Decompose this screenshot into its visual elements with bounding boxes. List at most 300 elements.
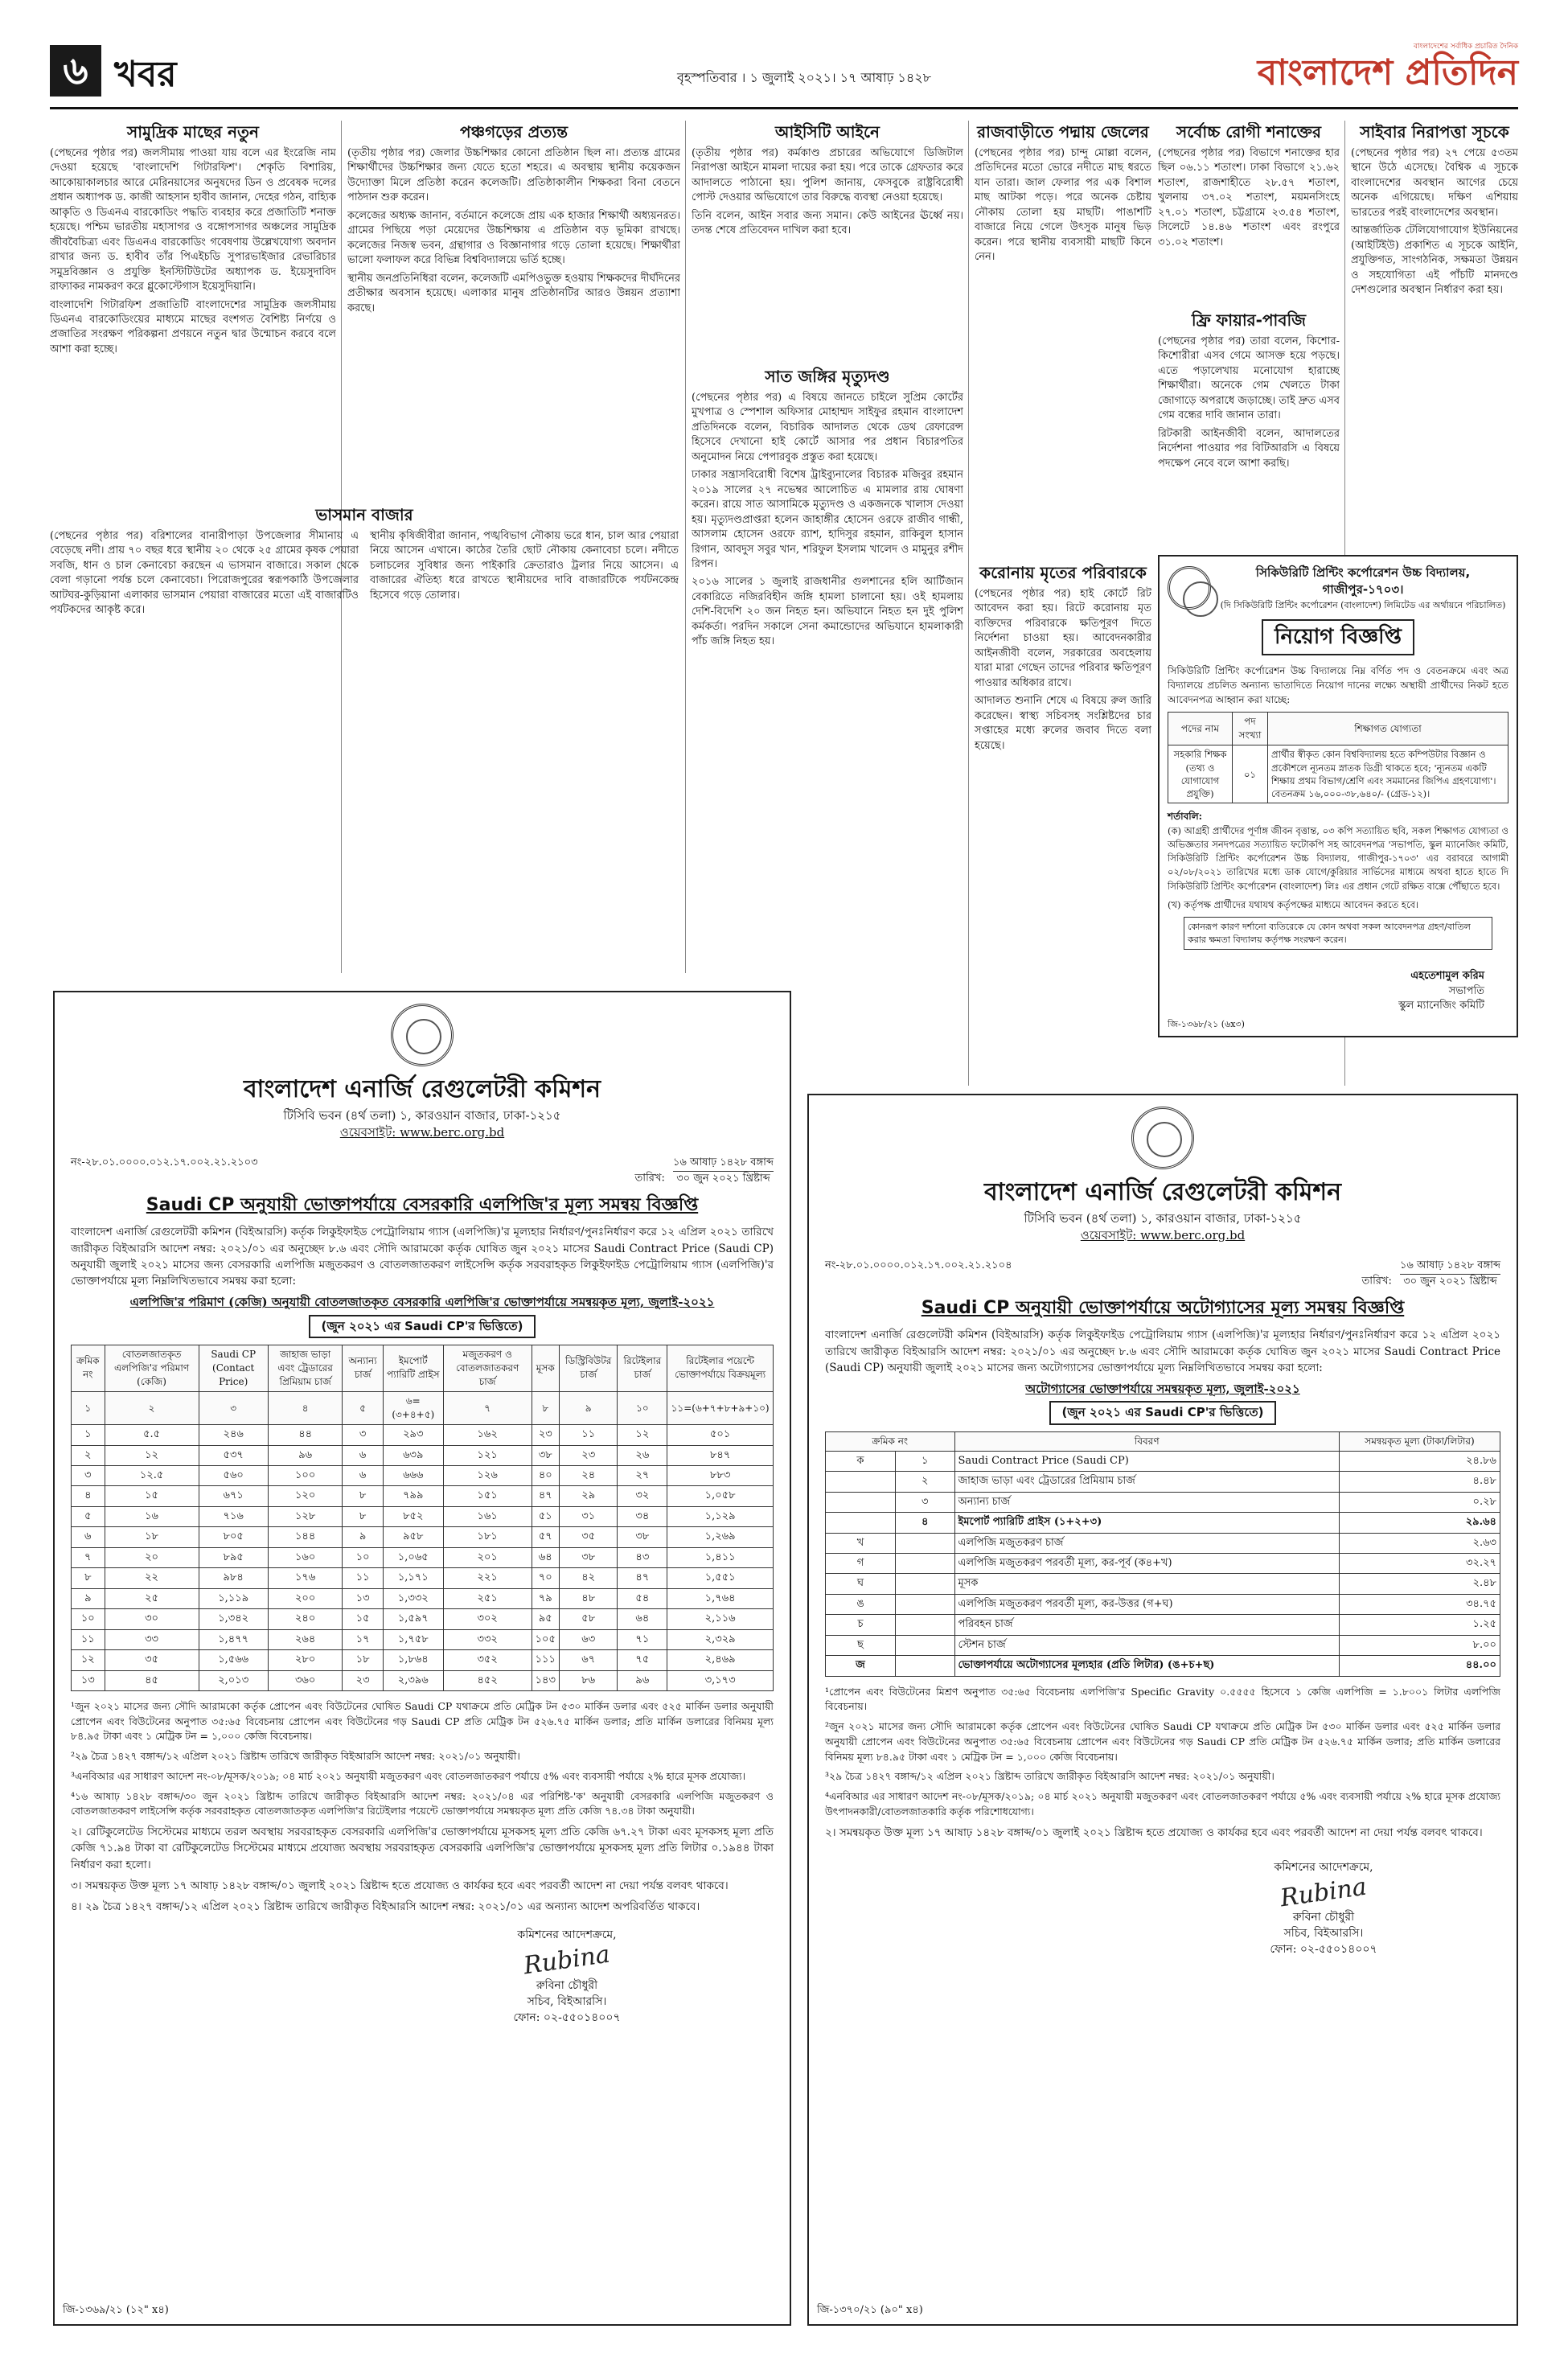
table-cell: ৩৮ bbox=[532, 1445, 559, 1465]
condition-text: কর্তৃপক্ষ প্রার্থীদের যথাযথ কর্তৃপক্ষের মাধ্যমে আবেদন করতে হবে। bbox=[1184, 898, 1419, 910]
table-cell: ৩৪ bbox=[618, 1506, 667, 1526]
order-text: রেটিকুলেটেড সিস্টেমের মাধ্যমে তরল অবস্থায় সরবরাহকৃত বেসরকারি এলপিজি'র ভোক্তাপর্যায়ে মূসকসহ মূল্য প্রতি কেজি ৬৭.২৭ টাকা এবং মূসকসহ মূল্য প্রতি কেজি ৭১.৯৪ টাকা বা রেটিকুলেটেড সিস্টেমের মাধ্যমে প্রযোজ্য অবস্থায় সরবরাহকৃত বেসরকারি এলপিজি'র ভোক্তাপর্যায়ে মূসকসহ মূল্য প্রতি লিটার ০.১৯৪৪ টাকা নির্ধারণ করা হলো। bbox=[71, 1826, 774, 1871]
table-cell: ৭০ bbox=[532, 1568, 559, 1588]
table-cell: ৩৩২ bbox=[443, 1629, 532, 1649]
school-sub: (দি সিকিউরিটি প্রিন্টিং কর্পোরেশন (বাংলাদেশ) লিমিটেড এর অর্থায়নে পরিচালিত) bbox=[1220, 599, 1506, 610]
table-cell: পরিবহন চার্জ bbox=[954, 1615, 1340, 1635]
table-cell: ১১১ bbox=[532, 1650, 559, 1670]
table-cell: ১২০ bbox=[268, 1486, 343, 1506]
table-cell: ২০১ bbox=[443, 1547, 532, 1567]
signer-name: রুবিনা চৌধুরী bbox=[1292, 1911, 1355, 1924]
table-cell: ১৪৪ bbox=[268, 1527, 343, 1547]
table-cell: ১,১২৯ bbox=[667, 1506, 774, 1526]
table-cell: ১৮ bbox=[105, 1527, 199, 1547]
article-headline: সর্বোচ্চ রোগী শনাক্তের bbox=[1176, 122, 1321, 142]
table-header: রিটেইলার চার্জ bbox=[618, 1345, 667, 1391]
table-cell: ৯৫ bbox=[532, 1609, 559, 1629]
order-text: সমন্বয়কৃত উক্ত মূল্য ১৭ আষাঢ় ১৪২৮ বঙ্গাব্দ/০১ জুলাই ২০২১ খ্রিষ্টাব্দ হতে প্রযোজ্য ও কার্যকর হবে এবং পরবর্তী আদেশ না দেয়া পর্যন্ত বলবৎ থাকবে। bbox=[84, 1879, 729, 1892]
table-cell: ১৫ bbox=[343, 1609, 383, 1629]
table-cell bbox=[895, 1615, 954, 1635]
table-header: বিবরণ bbox=[954, 1431, 1340, 1451]
table-cell: ৩৮ bbox=[559, 1547, 618, 1567]
notice-intro: বাংলাদেশ এনার্জি রেগুলেটরী কমিশন (বিইআরসি) কর্তৃক লিকুইফাইড পেট্রোলিয়াম গ্যাস (এলপিজি)'র মূল্যহার নির্ধারণ/পুনঃনির্ধারণ করে ১২ এপ্রিল ২০২১ তারিখে জারীকৃত বিইআরসি আদেশ নম্বর: ২০২১/০১ এর অনুচ্ছেদ ৮.৬ এবং সৌদি আরামকো কর্তৃক ঘোষিত জুন ২০২১ মাসের Saudi Contract Price (Saudi CP) অনুযায়ী জুলাই ২০২১ মাসের জন্য বেসরকারি এলপিজি মজুতকরণ ও বোতলজাতকরণ লাইসেন্সি কর্তৃক সরবরাহকৃত লিকুইফাইড পেট্রোলিয়াম গ্যাস (এলপিজি)'র ভোক্তাপর্যায়ে মূল্য নিম্নলিখিতভাবে সমন্বয় করা হলো: bbox=[71, 1226, 774, 1288]
article-headline: সামুদ্রিক মাছের নতুন bbox=[127, 122, 259, 142]
table-header: ইমপোর্ট প্যারিটি প্রাইস bbox=[383, 1345, 443, 1391]
table-cell: ৭৫ bbox=[618, 1650, 667, 1670]
table-row bbox=[826, 1635, 1500, 1655]
recruitment-title: নিয়োগ বিজ্ঞপ্তি bbox=[1262, 619, 1414, 655]
note-text: জুন ২০২১ মাসের জন্য সৌদি আরামকো কর্তৃক প্রোপেন এবং বিউটেনের ঘোষিত Saudi CP যথাক্রমে প্রতি মেট্রিক টন ৫৩০ মার্কিন ডলার এবং ৫২৫ মার্কিন ডলার অনুযায়ী প্রোপেন এবং বিউটেনের অনুপাত ৩৫:৬৫ বিবেচনায় প্রোপেন এবং বিউটেনের গড় Saudi CP প্রতি মেট্রিক টন ৫২৬.৭৫ মার্কিন ডলার; প্রতি মার্কিন ডলারের বিনিময় মূল্য ৮৪.৯৫ টাকা এবং ১ মেট্রিক টন = ১,০০০ কেজি বিবেচনায়। bbox=[71, 1699, 774, 1743]
table-cell: ১০০ bbox=[268, 1465, 343, 1485]
table-row bbox=[72, 1650, 774, 1670]
date-label: তারিখ: bbox=[1361, 1275, 1392, 1288]
notice-title: Saudi CP অনুযায়ী ভোক্তাপর্যায়ে অটোগ্যাসের মূল্য সমন্বয় বিজ্ঞপ্তি bbox=[921, 1298, 1405, 1319]
by-order: কমিশনের আদেশক্রমে, bbox=[1274, 1860, 1373, 1874]
signer-title: সচিব, বিইআরসি। bbox=[1283, 1927, 1364, 1941]
table-cell: ৬৩ bbox=[559, 1629, 618, 1649]
table-cell: ৭১ bbox=[618, 1629, 667, 1649]
table-cell: ৮.০০ bbox=[1340, 1635, 1500, 1655]
table-header: অন্যান্য চার্জ bbox=[343, 1345, 383, 1391]
table-cell: ৪০ bbox=[532, 1465, 559, 1485]
article-body bbox=[975, 587, 1151, 754]
table-cell: ২.৪৮ bbox=[1340, 1574, 1500, 1594]
paragraph: বাংলাদেশি গিটারফিশ প্রজাতিটি বাংলাদেশের সামুদ্রিক জলসীমায় ডিএনএ বারকোডিংয়ের মাধ্যমে মাছের বংশগত বৈশিষ্ট্য নির্ণয়ে ও প্রজাতির সংরক্ষণ পরিকল্পনা প্রণয়নে নতুন দ্বার উন্মোচন করবে বলে আশা করা হচ্ছে। bbox=[50, 298, 336, 355]
table-cell: ১৫১ bbox=[443, 1486, 532, 1506]
table-cell: ৫০১ bbox=[667, 1425, 774, 1445]
table-cell: ১১ bbox=[343, 1568, 383, 1588]
table-cell: ১২৮ bbox=[268, 1506, 343, 1526]
table-cell: ২৬ bbox=[618, 1445, 667, 1465]
section-name: খবর bbox=[114, 54, 177, 95]
table-cell: ১৮১ bbox=[443, 1527, 532, 1547]
table-cell: ২২১ bbox=[443, 1568, 532, 1588]
date-bangla: ১৬ আষাঢ় ১৪২৮ বঙ্গাব্দ bbox=[673, 1156, 774, 1171]
table-cell: এলপিজি মজুতকরণ পরবর্তী মূল্য, কর-পূর্ব (ক৪+খ) bbox=[954, 1553, 1340, 1573]
page-number: ৬ bbox=[50, 45, 101, 97]
article-militants-verdict bbox=[692, 367, 963, 970]
table-row bbox=[826, 1513, 1500, 1533]
column-divider bbox=[968, 121, 969, 1086]
paragraph: (তৃতীয় পৃষ্ঠার পর) কর্মকাণ্ড প্রচারের অভিযোগে ডিজিটাল নিরাপত্তা আইনে মামলা দায়ের করা হয়। পরে তাকে গ্রেফতার করে আদালতে পাঠানো হয়। পুলিশ জানায়, ফেসবুকে রাষ্ট্রবিরোধী পোস্ট দেওয়ার অভিযোগে তার বিরুদ্ধে ব্যবস্থা নেওয়া হয়েছে। bbox=[692, 147, 963, 204]
paragraph: ২০১৬ সালের ১ জুলাই রাজধানীর গুলশানের হলি আর্টিজান বেকারিতে নজিরবিহীন জঙ্গি হামলা চালানো হয়। ওই হামলায় দেশি-বিদেশি ২০ জন নিহত হন। অভিযানে নিহত হন দুই পুলিশ কর্মকর্তা। পরদিন সকালে সেনা কমান্ডোদের অভিযানে হামলাকারী পাঁচ জঙ্গি নিহত হয়। bbox=[692, 576, 963, 648]
table-cell: ৪৭ bbox=[618, 1568, 667, 1588]
table-cell: ৩ bbox=[343, 1425, 383, 1445]
date-label: তারিখ: bbox=[634, 1172, 665, 1185]
ad-school-recruitment[interactable] bbox=[1158, 555, 1518, 1037]
table-cell: ভোক্তাপর্যায়ে অটোগ্যাসের মূল্যহার (প্রতি লিটার) (ঙ+চ+ছ) bbox=[954, 1656, 1340, 1676]
table-cell bbox=[826, 1492, 896, 1512]
table-cell: ১১ bbox=[559, 1425, 618, 1445]
table-cell bbox=[826, 1513, 896, 1533]
ad-code: জি-১৩৭০/২১ (৯০" x৪) bbox=[817, 2303, 923, 2316]
paragraph: (পেছনের পৃষ্ঠার পর) ২৭ পেয়ে ৫৩তম স্থানে উঠে এসেছে। বৈশ্বিক এ সূচকে বাংলাদেশের অবস্থান আগের চেয়ে অনেক এগিয়েছে। দক্ষিণ এশিয়ায় ভারতের পরই বাংলাদেশের অবস্থান। bbox=[1351, 147, 1518, 219]
table-row bbox=[72, 1547, 774, 1567]
berc-emblem-icon bbox=[1131, 1107, 1194, 1169]
table-cell: ১ bbox=[72, 1425, 105, 1445]
article-covid-compensation bbox=[975, 563, 1151, 1029]
article-headline: ফ্রি ফায়ার-পাবজি bbox=[1191, 310, 1307, 330]
article-cyber-security-index bbox=[1351, 122, 1518, 552]
table-cell: ১২ bbox=[105, 1445, 199, 1465]
table-cell: ৩০ bbox=[105, 1609, 199, 1629]
note-item: ⁴এনবিআর এর সাধারণ আদেশ নং-০৮/মূসক/২০১৯; ০৪ মার্চ ২০২১ অনুযায়ী মজুতকরণ এবং বোতলজাতকরণ পর্যায়ে ৫% এবং ব্যবসায়ী পর্যায়ে ২% হারে মূসক প্রযোজ্য উৎপাদনকারী/বোতলজাতকারি কর্তৃক পরিশোধযোগ্য। bbox=[825, 1790, 1500, 1817]
table-cell: ২৫ bbox=[105, 1588, 199, 1608]
table-cell: ৮৬ bbox=[559, 1670, 618, 1690]
paragraph: (পেছনের পৃষ্ঠার পর) তারা বলেন, কিশোর-কিশোরীরা এসব গেমে আসক্ত হয়ে পড়ছে। এতে পড়ালেখায় মনোযোগ হারাচ্ছে শিক্ষার্থীরা। অনেকে গেম খেলতে টাকা জোগাড়ে অপরাধে জড়াচ্ছে। তাই দ্রুত এসব গেম বন্ধের দাবি জানান তারা। bbox=[1158, 335, 1340, 422]
condition-text: আগ্রহী প্রার্থীদের পূর্ণাঙ্গ জীবন বৃত্তান্ত, ০৩ কপি সত্যায়িত ছবি, সকল শিক্ষাগত যোগ্যতা ও অভিজ্ঞতার সনদপত্রের সত্যায়িত ফটোকপি সহ আবেদনপত্র 'সভাপতি, স্কুল ম্যানেজিং কমিটি, সিকিউরিটি প্রিন্টিং কর্পোরেশন উচ্চ বিদ্যালয়, গাজীপুর-১৭০৩' এর বরাবরে আগামী ০২/০৮/২০২১ তারিখের মধ্যে ডাক যোগে/কুরিয়ার সার্ভিসের মাধ্যমে অথবা হাতে হাতে দি সিকিউরিটি প্রিন্টিং কর্পোরেশন (বাংলাদেশ) লিঃ এর প্রধান গেটে রক্ষিত বাক্সে পৌঁছাতে হবে। bbox=[1168, 824, 1508, 892]
table-cell: ১২.৫ bbox=[105, 1465, 199, 1485]
paragraph: (পেছনের পৃষ্ঠার পর) এ বিষয়ে জানতে চাইলে সুপ্রিম কোর্টের মুখপাত্র ও স্পেশাল অফিসার মোহাম্মদ সাইফুর রহমান বাংলাদেশ প্রতিদিনকে বলেন, বিচারিক আদালত থেকে ডেথ রেফারেন্স হিসেবে দেখানো হাই কোর্টে আসার পর প্রধান বিচারপতির অনুমোদন নিয়ে পেপারবুক প্রস্তুত করা হয়েছে। bbox=[692, 392, 963, 463]
reference-number: নং-২৮.০১.০০০০.০১২.১৭.০০২.২১.২১০৩ bbox=[71, 1156, 258, 1169]
ad-berc-lpg-price[interactable] bbox=[53, 991, 791, 2326]
table-cell: ৪৩ bbox=[618, 1547, 667, 1567]
table-row bbox=[826, 1574, 1500, 1594]
paragraph: আন্তর্জাতিক টেলিযোগাযোগ ইউনিয়নের (আইটিইউ) প্রকাশিত এ সূচকে আইনি, প্রযুক্তিগত, সাংগঠনিক, সক্ষমতা উন্নয়ন ও সহযোগিতা এই পাঁচটি মানদণ্ডে দেশগুলোর অবস্থান নির্ধারণ করা হয়। bbox=[1351, 224, 1518, 297]
table-row bbox=[826, 1615, 1500, 1635]
table-header: পদ সংখ্যা bbox=[1233, 713, 1268, 745]
table-cell: ২৩ bbox=[559, 1445, 618, 1465]
table-cell: ইমপোর্ট প্যারিটি প্রাইস (১+২+৩) bbox=[954, 1513, 1340, 1533]
table-cell: ৯ bbox=[72, 1588, 105, 1608]
notice-intro: বাংলাদেশ এনার্জি রেগুলেটরী কমিশন (বিইআরসি) কর্তৃক লিকুইফাইড পেট্রোলিয়াম গ্যাস (এলপিজি)'র মূল্যহার নির্ধারণ/পুনঃনির্ধারণ করে ১২ এপ্রিল ২০২১ তারিখে জারীকৃত বিইআরসি আদেশ নম্বর: ২০২১/০১ এর অনুচ্ছেদ ৮.৬ এবং সৌদি আরামকো কর্তৃক ঘোষিত জুন ২০২১ মাসের Saudi Contract Price (Saudi CP) অনুযায়ী জুলাই ২০২১ মাসের জন্য অটোগ্যাসের ভোক্তাপর্যায়ে মূল্য নিম্নলিখিতভাবে সমন্বয় করা হলো: bbox=[825, 1329, 1500, 1374]
paragraph: (পেছনের পৃষ্ঠার পর) হাই কোর্টে রিট আবেদন করা হয়। রিটে করোনায় মৃত ব্যক্তিদের পরিবারকে ক্ষতিপূরণ দিতে নির্দেশনা চাওয়া হয়। আবেদনকারীর আইনজীবী বলেন, সরকারের অবহেলায় যারা মারা গেছেন তাদের পরিবার ক্ষতিপূরণ পাওয়ার অধিকার রাখে। bbox=[975, 588, 1151, 689]
table-cell: ২৫১ bbox=[443, 1588, 532, 1608]
table-cell: ৬ bbox=[72, 1527, 105, 1547]
table-cell: ৪৫২ bbox=[443, 1670, 532, 1690]
org-website[interactable]: ওয়েবসাইট: www.berc.org.bd bbox=[339, 1124, 505, 1140]
notice-title: Saudi CP অনুযায়ী ভোক্তাপর্যায়ে বেসরকারি এলপিজি'র মূল্য সমন্বয় বিজ্ঞপ্তি bbox=[146, 1195, 699, 1216]
article-body bbox=[1351, 146, 1518, 298]
table-cell: ১২৬ bbox=[443, 1465, 532, 1485]
conditions-label: শর্তাবলি: bbox=[1168, 811, 1203, 823]
post-qualification: প্রার্থীর স্বীকৃত কোন বিশ্ববিদ্যালয় হতে কম্পিউটার বিজ্ঞান ও প্রকৌশলে ন্যূনতম স্নাতক ডিগ্রী থাকতে হবে; 'ন্যূনতম একটি শিক্ষায় প্রথম বিভাগ/শ্রেণি এবং সমমানের জিপিএ গ্রহণযোগ্য'। বেতনক্রম ১৬,০০০-৩৮,৬৪০/- (গ্রেড-১২)। bbox=[1268, 745, 1508, 803]
article-body bbox=[975, 146, 1151, 265]
autogas-price-table bbox=[825, 1431, 1500, 1677]
table-row bbox=[72, 1588, 774, 1608]
table-cell: ৮ bbox=[72, 1568, 105, 1588]
table-cell: ৪৪.০০ bbox=[1340, 1656, 1500, 1676]
table-row bbox=[826, 1656, 1500, 1676]
table-cell: ৬৪ bbox=[618, 1609, 667, 1629]
table-cell: ২৯.৬৪ bbox=[1340, 1513, 1500, 1533]
table-cell: ২৩ bbox=[532, 1425, 559, 1445]
order-point: ২। রেটিকুলেটেড সিস্টেমের মাধ্যমে তরল অবস্থায় সরবরাহকৃত বেসরকারি এলপিজি'র ভোক্তাপর্যায়ে মূসকসহ মূল্য প্রতি কেজি ৬৭.২৭ টাকা এবং মূসকসহ মূল্য প্রতি কেজি ৭১.৯৪ টাকা বা রেটিকুলেটেড সিস্টেমের মাধ্যমে প্রযোজ্য অবস্থায় সরবরাহকৃত বেসরকারি এলপিজি'র ভোক্তাপর্যায়ে মূসকসহ মূল্য প্রতি লিটার ০.১৯৪৪ টাকা নির্ধারণ করা হলো। bbox=[71, 1826, 774, 1871]
table-cell: ১০৫ bbox=[532, 1629, 559, 1649]
table-cell: ৬৩৯ bbox=[383, 1445, 443, 1465]
table-cell: ২৪.৮৬ bbox=[1340, 1451, 1500, 1471]
table-cell: ছ bbox=[826, 1635, 896, 1655]
article-body bbox=[50, 529, 679, 618]
date-english: ৩০ জুন ২০২১ খ্রিষ্টাব্দ bbox=[676, 1172, 770, 1185]
table-cell: ১,৭৫৮ bbox=[383, 1629, 443, 1649]
table-cell: ৬৪ bbox=[532, 1547, 559, 1567]
table-row bbox=[826, 1553, 1500, 1573]
note-item: ¹জুন ২০২১ মাসের জন্য সৌদি আরামকো কর্তৃক প্রোপেন এবং বিউটেনের ঘোষিত Saudi CP যথাক্রমে প্রতি মেট্রিক টন ৫৩০ মার্কিন ডলার এবং ৫২৫ মার্কিন ডলার অনুযায়ী প্রোপেন এবং বিউটেনের অনুপাত ৩৫:৬৫ বিবেচনায় প্রোপেন এবং বিউটেনের গড় Saudi CP প্রতি মেট্রিক টন ৫২৬.৭৫ মার্কিন ডলার; প্রতি মার্কিন ডলারের বিনিময় মূল্য ৮৪.৯৫ টাকা এবং ১ মেট্রিক টন = ১,০০০ কেজি বিবেচনায়। bbox=[71, 1699, 774, 1743]
table-header: ডিস্ট্রিবিউটর চার্জ bbox=[559, 1345, 618, 1391]
table-cell: ১,৪৭৭ bbox=[199, 1629, 268, 1649]
table-cell: ৮ bbox=[343, 1486, 383, 1506]
table-cell: ২.৬৩ bbox=[1340, 1533, 1500, 1553]
table-cell: ২,১১৬ bbox=[667, 1609, 774, 1629]
table-cell: ২৪৬ bbox=[199, 1425, 268, 1445]
table-header: মূসক bbox=[532, 1345, 559, 1391]
note-text: এনবিআর এর সাধারণ আদেশ নং-০৮/মূসক/২০১৯; ০৪ মার্চ ২০২১ অনুযায়ী মজুতকরণ এবং বোতলজাতকরণ পর্যায়ে ৫% এবং ব্যবসায়ী পর্যায়ে ২% হারে মূসক প্রযোজ্য। bbox=[75, 1769, 746, 1782]
table-cell bbox=[895, 1656, 954, 1676]
table-cell: ৬ bbox=[343, 1445, 383, 1465]
table-cell: ৪ bbox=[72, 1486, 105, 1506]
table-cell: ৩ bbox=[895, 1492, 954, 1512]
table-header: ক্রমিক নং bbox=[72, 1345, 105, 1391]
table-cell: ৬৬৬ bbox=[383, 1465, 443, 1485]
table-cell: জাহাজ ভাড়া এবং ট্রেডারের প্রিমিয়াম চার্জ bbox=[954, 1472, 1340, 1492]
table-title: এলপিজি'র পরিমাণ (কেজি) অনুযায়ী বোতলজাতকৃত বেসরকারি এলপিজি'র ভোক্তাপর্যায়ে সমন্বয়কৃত মূল্য, জুলাই-২০২১ bbox=[129, 1295, 715, 1310]
signer-title: স্কুল ম্যানেজিং কমিটি bbox=[1398, 1000, 1484, 1012]
table-cell: ১,৩৪২ bbox=[199, 1609, 268, 1629]
table-cell: ২,৩৯৬ bbox=[383, 1670, 443, 1690]
table-cell: Saudi Contract Price (Saudi CP) bbox=[954, 1451, 1340, 1471]
table-cell: ২,৩২৯ bbox=[667, 1629, 774, 1649]
berc-emblem-icon bbox=[391, 1004, 454, 1066]
table-header: Saudi CP (Contact Price) bbox=[199, 1345, 268, 1391]
table-cell: ১৮ bbox=[343, 1650, 383, 1670]
masthead bbox=[50, 42, 1518, 109]
table-cell: ২,৪৬৯ bbox=[667, 1650, 774, 1670]
table-cell: গ bbox=[826, 1553, 896, 1573]
note-text: এনবিআর এর সাধারণ আদেশ নং-০৮/মূসক/২০১৯; ০৪ মার্চ ২০২১ অনুযায়ী মজুতকরণ এবং বোতলজাতকরণ পর্যায়ে ৫% এবং ব্যবসায়ী পর্যায়ে ২% হারে মূসক প্রযোজ্য উৎপাদনকারী/বোতলজাতকারি কর্তৃক পরিশোধযোগ্য। bbox=[825, 1790, 1500, 1817]
table-header: পদের নাম bbox=[1168, 713, 1233, 745]
org-name: বাংলাদেশ এনার্জি রেগুলেটরী কমিশন bbox=[243, 1075, 601, 1103]
table-cell: ৯ bbox=[343, 1527, 383, 1547]
note-item: ³এনবিআর এর সাধারণ আদেশ নং-০৮/মূসক/২০১৯; ০৪ মার্চ ২০২১ অনুযায়ী মজুতকরণ এবং বোতলজাতকরণ পর্যায়ে ৫% এবং ব্যবসায়ী পর্যায়ে ২% হারে মূসক প্রযোজ্য। bbox=[71, 1769, 746, 1782]
table-cell: ১৬২ bbox=[443, 1425, 532, 1445]
table-cell: ৪২ bbox=[559, 1568, 618, 1588]
table-cell: ৫৭ bbox=[532, 1527, 559, 1547]
article-body bbox=[1158, 146, 1340, 250]
school-name: সিকিউরিটি প্রিন্টিং কর্পোরেশন উচ্চ বিদ্যালয়, গাজীপুর-১৭০৩। bbox=[1255, 565, 1471, 598]
article-headline: ভাসমান বাজার bbox=[315, 505, 413, 524]
column-number: ৬=(৩+৪+৫) bbox=[383, 1392, 443, 1425]
table-cell: ৪ bbox=[895, 1513, 954, 1533]
logo-tagline: বাংলাদেশের সর্বাধিক প্রচারিত দৈনিক bbox=[1413, 43, 1518, 51]
table-column-numbers bbox=[72, 1392, 774, 1425]
column-number: ৩ bbox=[199, 1392, 268, 1425]
note-text: জুন ২০২১ মাসের জন্য সৌদি আরামকো কর্তৃক প্রোপেন এবং বিউটেনের ঘোষিত Saudi CP যথাক্রমে প্রতি মেট্রিক টন ৫৩০ মার্কিন ডলার এবং ৫২৫ মার্কিন ডলার অনুযায়ী প্রোপেন এবং বিউটেনের অনুপাত ৩৫:৬৫ বিবেচনায় প্রোপেন এবং বিউটেনের গড় Saudi CP প্রতি মেট্রিক টন ৫২৬.৭৫ মার্কিন ডলার; প্রতি মার্কিন ডলারের বিনিময় মূল্য ৮৪.৯৫ টাকা এবং ১ মেট্রিক টন = ১,০০০ কেজি বিবেচনায়। bbox=[825, 1720, 1500, 1763]
table-cell: ৫৪ bbox=[618, 1588, 667, 1608]
paragraph: কলেজের অধ্যক্ষ জানান, বর্তমানে কলেজে প্রায় এক হাজার শিক্ষার্থী অধ্যয়নরত। গ্রামের পিছিয়ে পড়া মেয়েদের উচ্চশিক্ষায় এ প্রতিষ্ঠান বড় ভূমিকা রাখছে। কলেজের নিজস্ব ভবন, গ্রন্থাগার ও বিজ্ঞানাগার গড়ে তোলা হয়েছে। শিক্ষার্থীরা ভালো ফলাফল করে বিভিন্ন বিশ্ববিদ্যালয়ে ভর্তি হচ্ছে। bbox=[347, 209, 680, 267]
table-cell: চ bbox=[826, 1615, 896, 1635]
post-count: ০১ bbox=[1233, 745, 1268, 803]
table-cell: ৫১ bbox=[532, 1506, 559, 1526]
article-rajbari-fisherman bbox=[975, 122, 1151, 557]
table-cell: ৭৯৯ bbox=[383, 1486, 443, 1506]
article-ict-act bbox=[692, 122, 963, 360]
table-cell: ৫ bbox=[72, 1506, 105, 1526]
table-cell: ১,৫৫১ bbox=[667, 1568, 774, 1588]
table-cell: ২৪ bbox=[559, 1465, 618, 1485]
table-cell: ৬৭১ bbox=[199, 1486, 268, 1506]
table-subtitle: (জুন ২০২১ এর Saudi CP'র ভিত্তিতে) bbox=[309, 1315, 536, 1338]
table-cell: অন্যান্য চার্জ bbox=[954, 1492, 1340, 1512]
article-headline: পঞ্চগড়ের প্রত্যন্ত bbox=[460, 122, 568, 142]
table-header: জাহাজ ভাড়া এবং ট্রেডারের প্রিমিয়াম চার্জ bbox=[268, 1345, 343, 1391]
table-cell: ১,৪১১ bbox=[667, 1547, 774, 1567]
table-cell: এলপিজি মজুতকরণ পরবর্তী মূল্য, কর-উত্তর (গ+ঘ) bbox=[954, 1594, 1340, 1614]
column-divider bbox=[685, 121, 686, 973]
table-cell bbox=[895, 1553, 954, 1573]
paragraph: (পেছনের পৃষ্ঠার পর) বরিশালের বানারীপাড়া উপজেলার সীমানায় এ বেড়েছে নদী। প্রায় ৭০ বছর ধরে স্থানীয় ২০ থেকে ২৫ গ্রামের কৃষক পেয়ারা সবজি, ধান ও চাল কেনাবেচা করছেন এ ভাসমান বাজারে। সকাল থেকে বেলা গড়ানো পর্যন্ত চলে কেনাবেচা। পিরোজপুরের স্বরূপকাঠি উপজেলার আটঘর-কুড়িয়ানা এলাকার ভাসমান পেয়ারা বাজারের মতো এই বাজারটিও পর্যটকদের আকৃষ্ট করে। bbox=[50, 530, 359, 617]
article-marine-fish bbox=[50, 122, 336, 500]
post-table bbox=[1168, 712, 1508, 803]
paragraph: আদালত শুনানি শেষে এ বিষয়ে রুল জারি করেছেন। স্বাস্থ্য সচিবসহ সংশ্লিষ্টদের চার সপ্তাহের মধ্যে রুলের জবাব দিতে বলা হয়েছে। bbox=[975, 695, 1151, 752]
table-cell: ১৩ bbox=[343, 1588, 383, 1608]
table-cell: ১১ bbox=[72, 1629, 105, 1649]
table-cell: ৪৪ bbox=[268, 1425, 343, 1445]
column-number: ৯ bbox=[559, 1392, 618, 1425]
table-cell: ৩২ bbox=[618, 1486, 667, 1506]
note-item: ²২৯ চৈত্র ১৪২৭ বঙ্গাব্দ/১২ এপ্রিল ২০২১ খ্রিষ্টাব্দ তারিখে জারীকৃত বিইআরসি আদেশ নম্বর: ২০২১/০১ অনুযায়ী। bbox=[71, 1750, 520, 1763]
column-number: ১১=(৬+৭+৮+৯+১০) bbox=[667, 1392, 774, 1425]
table-subtitle: (জুন ২০২১ এর Saudi CP'র ভিত্তিতে) bbox=[1049, 1401, 1277, 1424]
table-cell: ১,০৬৫ bbox=[383, 1547, 443, 1567]
table-row bbox=[72, 1568, 774, 1588]
column-number: ৫ bbox=[343, 1392, 383, 1425]
table-cell: ঙ bbox=[826, 1594, 896, 1614]
table-cell: ৩৬০ bbox=[268, 1670, 343, 1690]
table-cell: ২৯৩ bbox=[383, 1425, 443, 1445]
article-headline: করোনায় মৃতের পরিবারকে bbox=[979, 563, 1147, 582]
table-cell: ক bbox=[826, 1451, 896, 1471]
article-highest-cases bbox=[1158, 122, 1340, 307]
condition-item: (খ) কর্তৃপক্ষ প্রার্থীদের যথাযথ কর্তৃপক্ষের মাধ্যমে আবেদন করতে হবে। bbox=[1168, 898, 1419, 910]
logo-text: বাংলাদেশ প্রতিদিন bbox=[1257, 51, 1518, 93]
table-cell: ৩২.২৭ bbox=[1340, 1553, 1500, 1573]
table-cell: ৩৪.৭৫ bbox=[1340, 1594, 1500, 1614]
table-cell: ৬ bbox=[343, 1465, 383, 1485]
signer-title: সচিব, বিইআরসি। bbox=[527, 1994, 607, 2008]
signer-phone: ফোন: ০২-৫৫০১৪০০৭ bbox=[1270, 1943, 1377, 1957]
signature: Rubina bbox=[1279, 1872, 1369, 1913]
table-row bbox=[72, 1670, 774, 1690]
table-header: ক্রমিক নং bbox=[826, 1431, 955, 1451]
date-bangla: ১৬ আষাঢ় ১৪২৮ বঙ্গাব্দ bbox=[1400, 1259, 1500, 1274]
table-cell: ১৭৬ bbox=[268, 1568, 343, 1588]
notes bbox=[825, 1685, 1500, 1820]
paragraph: তিনি বলেন, আইন সবার জন্য সমান। কেউ আইনের ঊর্ধ্বে নয়। তদন্ত শেষে প্রতিবেদন দাখিল করা হবে। bbox=[692, 209, 963, 237]
table-header: রিটেইলার পয়েন্টে ভোক্তাপর্যায়ে বিক্রয়মূল্য bbox=[667, 1345, 774, 1391]
table-cell: ১২ bbox=[72, 1650, 105, 1670]
table-cell: মূসক bbox=[954, 1574, 1340, 1594]
paragraph: স্থানীয় কৃষিজীবীরা জানান, পঙ্খবিভাগ নৌকায় ভরে ধান, চাল আর পেয়ারা নিয়ে আসেন এখানে। কাঠের তৈরি ছোট নৌকায় কেনাবেচা চলে। নদীতে চলাচলের সুবিধার জন্য পাইকারি ক্রেতারাও ট্রলার নিয়ে আসেন। এ বাজারের ঐতিহ্য ধরে রাখতে স্থানীয়দের দাবি বাজারটিকে পর্যটনকেন্দ্র হিসেবে গড়ে তোলার। bbox=[370, 530, 679, 602]
table-cell: ২৮০ bbox=[268, 1650, 343, 1670]
school-emblem-icon bbox=[1168, 566, 1211, 610]
table-cell: ৮৫২ bbox=[383, 1506, 443, 1526]
table-cell: ২৭ bbox=[618, 1465, 667, 1485]
table-cell: ২০ bbox=[105, 1547, 199, 1567]
column-number: ৮ bbox=[532, 1392, 559, 1425]
table-row bbox=[72, 1629, 774, 1649]
table-cell: ১,৮৬৪ bbox=[383, 1650, 443, 1670]
note-text: ২৯ চৈত্র ১৪২৭ বঙ্গাব্দ/১২ এপ্রিল ২০২১ খ্রিষ্টাব্দ তারিখে জারীকৃত বিইআরসি আদেশ নম্বর: ২০২১/০১ অনুযায়ী। bbox=[829, 1770, 1275, 1783]
table-cell: ২ bbox=[72, 1445, 105, 1465]
note-item: ²জুন ২০২১ মাসের জন্য সৌদি আরামকো কর্তৃক প্রোপেন এবং বিউটেনের ঘোষিত Saudi CP যথাক্রমে প্রতি মেট্রিক টন ৫৩০ মার্কিন ডলার এবং ৫২৫ মার্কিন ডলার অনুযায়ী প্রোপেন এবং বিউটেনের অনুপাত ৩৫:৬৫ বিবেচনায় প্রোপেন এবং বিউটেনের গড় Saudi CP প্রতি মেট্রিক টন ৫২৬.৭৫ মার্কিন ডলার; প্রতি মার্কিন ডলারের বিনিময় মূল্য ৮৪.৯৫ টাকা এবং ১ মেট্রিক টন = ১,০০০ কেজি বিবেচনায়। bbox=[825, 1720, 1500, 1763]
table-cell: ৫৩৭ bbox=[199, 1445, 268, 1465]
table-cell: ১,৭৬৪ bbox=[667, 1588, 774, 1608]
table-cell: ২ bbox=[895, 1472, 954, 1492]
table-cell bbox=[826, 1472, 896, 1492]
table-header: শিক্ষাগত যোগ্যতা bbox=[1268, 713, 1508, 745]
table-cell: ১০ bbox=[72, 1609, 105, 1629]
article-body bbox=[50, 146, 336, 357]
article-panchagarh bbox=[347, 122, 680, 500]
table-cell: ২০০ bbox=[268, 1588, 343, 1608]
table-cell: ৩০২ bbox=[443, 1609, 532, 1629]
table-cell: ১৩ bbox=[72, 1670, 105, 1690]
notes bbox=[71, 1699, 774, 1819]
table-row bbox=[72, 1465, 774, 1485]
table-cell: ১৬১ bbox=[443, 1506, 532, 1526]
table-row bbox=[826, 1492, 1500, 1512]
note-item: ³২৯ চৈত্র ১৪২৭ বঙ্গাব্দ/১২ এপ্রিল ২০২১ খ্রিষ্টাব্দ তারিখে জারীকৃত বিইআরসি আদেশ নম্বর: ২০২১/০১ অনুযায়ী। bbox=[825, 1770, 1275, 1783]
paragraph: স্থানীয় জনপ্রতিনিধিরা বলেন, কলেজটি এমপিওভুক্ত হওয়ায় শিক্ষকদের দীর্ঘদিনের প্রতীক্ষার অবসান হয়েছে। এলাকার মানুষ প্রতিষ্ঠানটির আরও উন্নয়ন প্রত্যাশা করছে। bbox=[347, 272, 680, 314]
table-cell bbox=[895, 1574, 954, 1594]
table-cell: ৩ bbox=[72, 1465, 105, 1485]
table-cell: ৮০৫ bbox=[199, 1527, 268, 1547]
signature: Rubina bbox=[522, 1941, 612, 1981]
condition-item: (ক) আগ্রহী প্রার্থীদের পূর্ণাঙ্গ জীবন বৃত্তান্ত, ০৩ কপি সত্যায়িত ছবি, সকল শিক্ষাগত যোগ্যতা ও অভিজ্ঞতার সনদপত্রের সত্যায়িত ফটোকপি সহ আবেদনপত্র 'সভাপতি, স্কুল ম্যানেজিং কমিটি, সিকিউরিটি প্রিন্টিং কর্পোরেশন উচ্চ বিদ্যালয়, গাজীপুর-১৭০৩' এর বরাবরে আগামী ০২/০৮/২০২১ তারিখের মধ্যে ডাক যোগে/কুরিয়ার সার্ভিসের মাধ্যমে অথবা হাতে হাতে দি সিকিউরিটি প্রিন্টিং কর্পোরেশন (বাংলাদেশ) লিঃ এর প্রধান গেটে রক্ষিত বাক্সে পৌঁছাতে হবে। bbox=[1168, 824, 1508, 892]
table-cell: ১৪৩ bbox=[532, 1670, 559, 1690]
table-cell bbox=[895, 1533, 954, 1553]
table-cell: ১৬০ bbox=[268, 1547, 343, 1567]
paragraph: (পেছনের পৃষ্ঠার পর) জলসীমায় পাওয়া যায় বলে এর ইংরেজি নাম দেওয়া হয়েছে 'বাংলাদেশি গিটারফিশ'। শেকৃতি বিশারিয়, আকোয়াকালচার আরে মেরিনয়াসের অনুষদের ডিন ও প্রবেষক দলের প্রধান অধ্যাপক ড. কাজী আহসান হাবীব জানান, দেহের গঠন, বাহ্যিক আকৃতি ও ডিএনএ বারকোডিং পদ্ধতি ব্যবহার করে প্রজাতিটি শনাক্ত হয়েছে। পশ্চিম ভারতীয় মহাসাগর ও বঙ্গোপসাগর অঞ্চলের সামুদ্রিক জীববৈচিত্র্য এবং ডিএনএ বারকোডিং গবেষণায় উল্লেখযোগ্য অবদান রাখার জন্য ড. হাবীব তাঁর পিএইচডি সুপারভাইজার রেভারিচার সমুদ্রবিজ্ঞান ও প্রযুক্তি ইনস্টিটিউটের অধ্যাপক ড. ইয়েসুদাবিদ রাফ্যাকর নামকরণ করে গ্লুকোস্টেগাস ইয়েসুদিয়ানি। bbox=[50, 147, 336, 294]
paragraph: (পেছনের পৃষ্ঠার পর) চান্দু মোল্লা বলেন, প্রতিদিনের মতো ভোরে নদীতে মাছ ধরতে যান তারা। জাল ফেলার পর এক বিশাল মাছ আটকা পড়ে। পরে অনেক চেষ্টায় নৌকায় তোলা হয় মাছটি। পাঙাশটি বাজারে নিয়ে গেলে উৎসুক মানুষ ভিড় করেন। পরে স্থানীয় ব্যবসায়ী মাছটি কিনে নেন। bbox=[975, 147, 1151, 264]
org-website[interactable]: ওয়েবসাইট: www.berc.org.bd bbox=[1080, 1227, 1246, 1242]
table-row bbox=[72, 1506, 774, 1526]
paragraph: ঢাকার সন্ত্রাসবিরোধী বিশেষ ট্রাইব্যুনালের বিচারক মজিবুর রহমান ২০১৯ সালের ২৭ নভেম্বর আলোচিত এ মামলার রায় ঘোষণা করেন। রায়ে সাত আসামিকে মৃত্যুদণ্ড ও একজনকে খালাস দেওয়া হয়। মৃত্যুদণ্ডপ্রাপ্তরা হলেন জাহাঙ্গীর হোসেন ওরফে রাজীব গান্ধী, আসলাম হোসেন ওরফে র‍্যাশ, হাদিসুর রহমান, রাকিবুল হাসান রিগান, আবদুস সবুর খান, শরিফুল ইসলাম খালেদ ও মামুনুর রশীদ রিপন। bbox=[692, 469, 963, 570]
table-cell: ১,৫৯৭ bbox=[383, 1609, 443, 1629]
order-point: ৪। ২৯ চৈত্র ১৪২৭ বঙ্গাব্দ/১২ এপ্রিল ২০২১ খ্রিষ্টাব্দ তারিখে জারীকৃত বিইআরসি আদেশ নম্বর: ২০২১/০১ এর অন্যান্য আদেশ অপরিবর্তিত থাকবে। bbox=[71, 1900, 700, 1914]
table-cell: ৮৯৫ bbox=[199, 1547, 268, 1567]
table-cell: ১২ bbox=[618, 1425, 667, 1445]
table-cell: ১০ bbox=[343, 1547, 383, 1567]
newspaper-logo[interactable] bbox=[1258, 42, 1518, 94]
table-cell: ৪.৪৮ bbox=[1340, 1472, 1500, 1492]
org-name: বাংলাদেশ এনার্জি রেগুলেটরী কমিশন bbox=[983, 1178, 1342, 1206]
article-body bbox=[347, 146, 680, 316]
table-cell bbox=[895, 1594, 954, 1614]
note-item: ⁴১৬ আষাঢ় ১৪২৮ বঙ্গাব্দ/৩০ জুন ২০২১ খ্রিষ্টাব্দ তারিখে জারীকৃত বিইআরসি আদেশ নম্বর: ২০২১/০৪ এর পরিশিষ্ট-'ক' অনুযায়ী বেসরকারি এলপিজি মজুতকরণ ও বোতলজাতকরণ লাইসেন্সি কর্তৃক সরবরাহকৃত বোতলজাতকৃত এলপিজি'র রিটেইলার পয়েন্টে ভোক্তাপর্যায়ে সমন্বয়কৃত মূল্য প্রতি কেজি ৭৪.৩৪ টাকা অনুযায়ী। bbox=[71, 1789, 774, 1817]
article-body bbox=[692, 391, 963, 650]
table-row bbox=[72, 1609, 774, 1629]
table-cell: ১,১১৯ bbox=[199, 1588, 268, 1608]
order-point: ২। সমন্বয়কৃত উক্ত মূল্য ১৭ আষাঢ় ১৪২৮ বঙ্গাব্দ/০১ জুলাই ২০২১ খ্রিষ্টাব্দ হতে প্রযোজ্য ও কার্যকর হবে এবং পরবর্তী আদেশ না দেয়া পর্যন্ত বলবৎ থাকবে। bbox=[825, 1826, 1483, 1839]
table-cell: ১৫ bbox=[105, 1486, 199, 1506]
signer-name: রুবিনা চৌধুরী bbox=[536, 1978, 598, 1992]
table-cell: ১,৫৬৬ bbox=[199, 1650, 268, 1670]
paragraph: (তৃতীয় পৃষ্ঠার পর) জেলার উচ্চশিক্ষার কোনো প্রতিষ্ঠান ছিল না। প্রত্যন্ত গ্রামের শিক্ষার্থীদের উচ্চশিক্ষার জন্য যেতে হতো শহরে। এ অবস্থায় স্থানীয় কয়েকজন উদ্যোক্তা মিলে প্রতিষ্ঠা করেন কলেজটি। প্রতিষ্ঠাকালীন শিক্ষকরা বিনা বেতনে পাঠদান শুরু করেন। bbox=[347, 147, 680, 204]
table-cell: ১ bbox=[895, 1451, 954, 1471]
order-text: সমন্বয়কৃত উক্ত মূল্য ১৭ আষাঢ় ১৪২৮ বঙ্গাব্দ/০১ জুলাই ২০২১ খ্রিষ্টাব্দ হতে প্রযোজ্য ও কার্যকর হবে এবং পরবর্তী আদেশ না দেয়া পর্যন্ত বলবৎ থাকবে। bbox=[839, 1826, 1483, 1839]
ad-berc-autogas-price[interactable] bbox=[807, 1094, 1518, 2326]
table-cell: ১,৩৩২ bbox=[383, 1588, 443, 1608]
lpg-price-table bbox=[71, 1345, 774, 1691]
table-cell: ৮৮৩ bbox=[667, 1465, 774, 1485]
table-row bbox=[72, 1486, 774, 1506]
article-headline: সাইবার নিরাপত্তা সূচকে bbox=[1360, 122, 1509, 142]
table-cell: ৭ bbox=[72, 1547, 105, 1567]
table-row bbox=[826, 1533, 1500, 1553]
table-cell: ৩৮ bbox=[618, 1527, 667, 1547]
